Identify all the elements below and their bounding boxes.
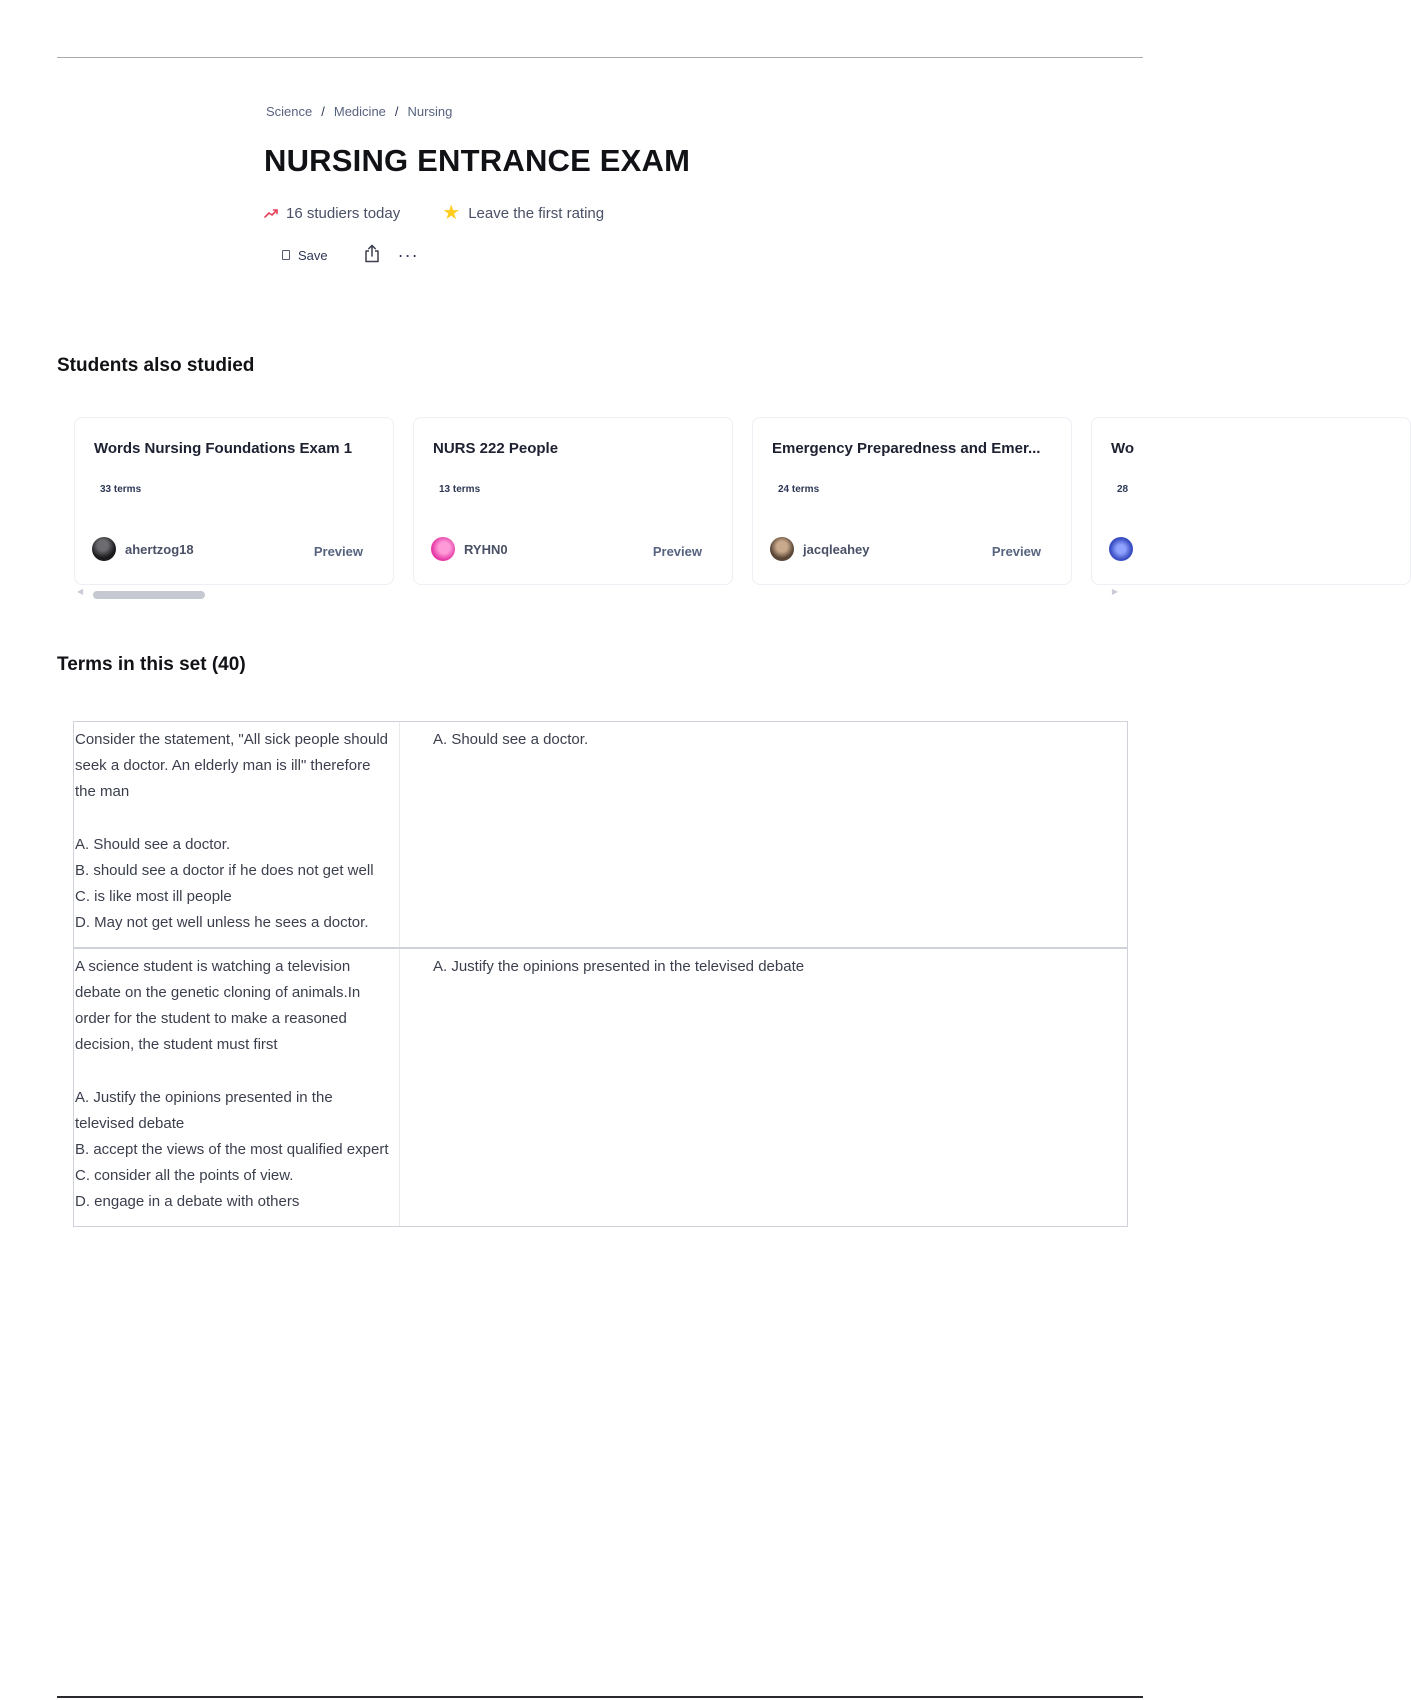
set-actions <box>282 244 419 266</box>
card-term-count: 24 terms <box>778 484 820 495</box>
students-also-studied-heading: Students also studied <box>57 355 255 376</box>
breadcrumb-link-science[interactable]: Science <box>266 104 313 119</box>
scroll-right-arrow-icon[interactable]: ▶ <box>1111 587 1118 596</box>
breadcrumb-link-nursing[interactable]: Nursing <box>407 104 453 119</box>
scrollbar-thumb[interactable] <box>93 591 205 599</box>
breadcrumb-link-medicine[interactable]: Medicine <box>333 104 386 119</box>
rating-stat[interactable] <box>442 203 604 223</box>
card-username[interactable]: jacqleahey <box>803 542 870 557</box>
avatar <box>1109 537 1133 561</box>
study-set-card[interactable] <box>413 417 733 585</box>
avatar <box>431 537 455 561</box>
terms-heading: Terms in this set (40) <box>57 654 246 675</box>
preview-button[interactable]: Preview <box>991 544 1041 559</box>
bottom-divider <box>57 1696 1143 1698</box>
star-icon: ★ <box>442 202 461 224</box>
card-username[interactable]: RYHN0 <box>464 542 508 557</box>
term-answer: A. Justify the opinions presented in the televised debate <box>433 957 805 975</box>
preview-button[interactable]: Preview <box>652 544 702 559</box>
breadcrumb-separator: / <box>394 104 399 119</box>
studiers-stat <box>264 205 400 222</box>
studiers-count: 16 studiers today <box>286 204 401 222</box>
share-button[interactable] <box>364 244 380 266</box>
card-title[interactable]: Wo <box>1111 440 1135 457</box>
study-set-card[interactable] <box>752 417 1072 585</box>
share-icon <box>364 244 380 266</box>
card-term-count: 13 terms <box>439 484 481 495</box>
term-row <box>74 947 1127 1226</box>
avatar <box>92 537 116 561</box>
term-row <box>74 722 1127 947</box>
scroll-left-arrow-icon[interactable]: ◀ <box>77 587 84 596</box>
card-title[interactable]: Words Nursing Foundations Exam 1 <box>94 440 353 457</box>
term-question: A science student is watching a television debate on the genetic cloning of animals.In order for the student to make a reasoned decision, the student must first A. Justify the opinions presented in the televised debate B. accept the views of the most qualified expert C. consider all the points of view. D. engage in a debate with others <box>74 949 400 1226</box>
save-button[interactable] <box>282 248 328 263</box>
term-question: Consider the statement, "All sick people should seek a doctor. An elderly man is ill" therefore the man A. Should see a doctor. B. should see a doctor if he does not get well C. is like most ill people D. May not get well unless he sees a doctor. <box>74 722 400 947</box>
breadcrumb-separator: / <box>321 104 325 119</box>
top-divider <box>57 57 1143 58</box>
save-label: Save <box>298 247 328 263</box>
card-title[interactable]: NURS 222 People <box>433 440 559 457</box>
card-title[interactable]: Emergency Preparedness and Emer... <box>772 440 1041 457</box>
bookmark-icon <box>282 250 290 260</box>
avatar <box>770 537 794 561</box>
term-answer: A. Should see a doctor. <box>433 731 589 748</box>
card-term-count: 33 terms <box>100 484 142 495</box>
carousel-scrollbar[interactable] <box>74 589 1126 601</box>
page-title: NURSING ENTRANCE EXAM <box>264 143 691 178</box>
trending-up-icon <box>264 208 278 218</box>
card-username[interactable]: ahertzog18 <box>125 542 194 557</box>
breadcrumb <box>266 104 452 119</box>
card-term-count: 28 <box>1117 484 1129 495</box>
study-set-card[interactable] <box>1091 417 1411 585</box>
preview-button[interactable]: Preview <box>313 544 363 559</box>
more-dots-icon: ··· <box>397 245 419 265</box>
study-stats <box>264 203 604 223</box>
also-studied-carousel <box>74 417 1135 601</box>
more-options-button[interactable] <box>397 245 419 265</box>
terms-table <box>73 721 1128 1227</box>
study-set-card[interactable] <box>74 417 394 585</box>
leave-rating-link[interactable]: Leave the first rating <box>468 204 605 222</box>
